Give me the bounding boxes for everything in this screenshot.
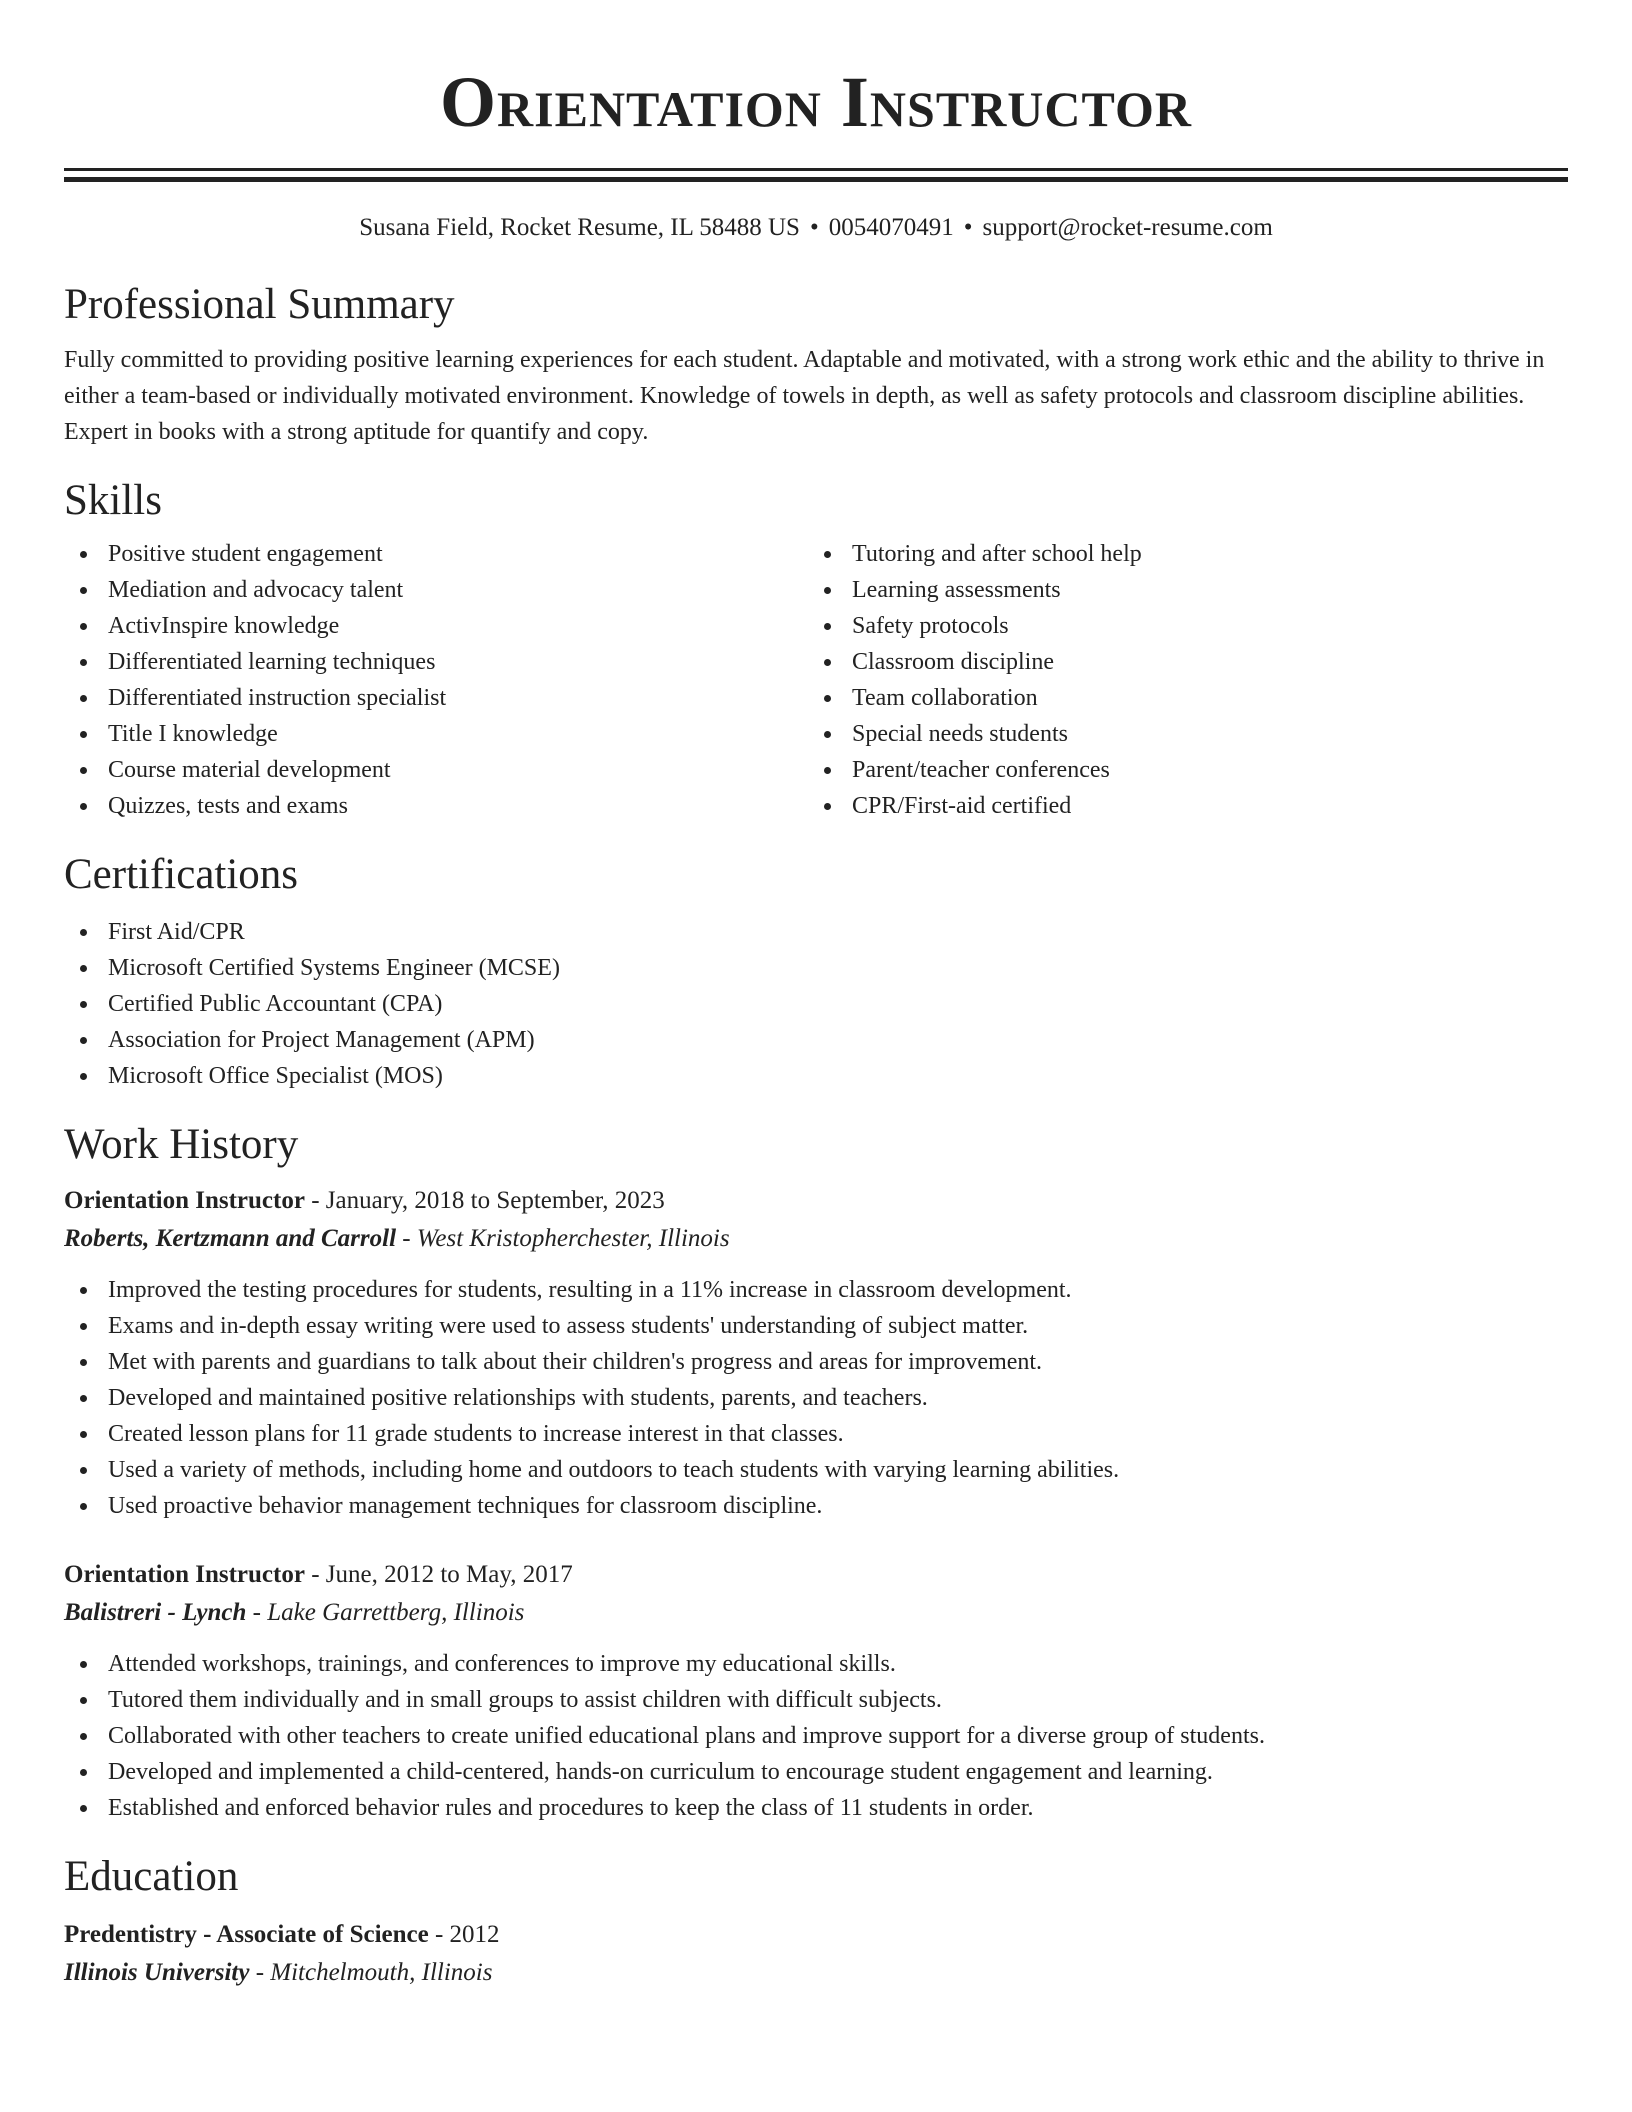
bullet-icon — [824, 659, 831, 666]
skill-label: Title I knowledge — [108, 721, 278, 747]
job-location: - Lake Garrettberg, Illinois — [246, 1599, 525, 1626]
skill-item — [64, 788, 808, 824]
bullet-icon — [824, 803, 831, 810]
bullet-icon — [80, 1001, 87, 1008]
skill-label: Course material development — [108, 757, 391, 783]
job-duty-item — [64, 1416, 1568, 1452]
contact-line — [64, 212, 1568, 244]
bullet-icon — [824, 767, 831, 774]
bullet-icon — [824, 587, 831, 594]
job-duty-text: Tutored them individually and in small groups to assist children with difficult subjects. — [108, 1687, 942, 1713]
bullet-icon — [80, 1037, 87, 1044]
summary-text: Fully committed to providing positive learning experiences for each student. Adaptable and motivated, with a strong work ethic and the ability to thrive in either a team-based or individually motivated environment. Knowledge of towels in depth, as well as safety protocols and classroom discipline abilities. Expert in books with a strong aptitude for quantify and copy. — [64, 347, 1545, 445]
certifications-list — [64, 914, 1568, 1094]
skill-item — [808, 608, 1552, 644]
resume-title: Orientation Instructor — [440, 62, 1192, 142]
bullet-icon — [80, 1661, 87, 1668]
skill-item — [808, 572, 1552, 608]
skill-item — [64, 680, 808, 716]
education-section — [64, 1852, 1568, 1992]
skill-label: Differentiated learning techniques — [108, 649, 436, 675]
job-duty-item — [64, 1754, 1568, 1790]
job-duty-item — [64, 1488, 1568, 1524]
education-school: Illinois University — [64, 1959, 250, 1986]
bullet-icon — [80, 965, 87, 972]
contact-address: Susana Field, Rocket Resume, IL 58488 US — [359, 214, 800, 241]
bullet-icon — [80, 929, 87, 936]
certification-item — [64, 950, 1568, 986]
certification-item — [64, 1058, 1568, 1094]
skill-label: ActivInspire knowledge — [108, 613, 340, 639]
job-duty-item — [64, 1790, 1568, 1826]
education-entry — [64, 1916, 1568, 1992]
job-duty-item — [64, 1344, 1568, 1380]
bullet-icon — [80, 695, 87, 702]
job-company: Balistreri - Lynch — [64, 1599, 247, 1626]
certification-label: Certified Public Accountant (CPA) — [108, 991, 443, 1017]
bullet-icon — [80, 1697, 87, 1704]
education-location: - Mitchelmouth, Illinois — [249, 1959, 493, 1986]
job-duty-item — [64, 1380, 1568, 1416]
bullet-icon — [824, 551, 831, 558]
skill-item — [808, 680, 1552, 716]
job-duty-item — [64, 1452, 1568, 1488]
skill-item — [808, 752, 1552, 788]
job-duty-text: Established and enforced behavior rules and procedures to keep the class of 11 students in order. — [108, 1795, 1034, 1821]
bullet-icon — [80, 1395, 87, 1402]
certification-item — [64, 1022, 1568, 1058]
job-dates: - January, 2018 to September, 2023 — [304, 1187, 665, 1214]
skill-label: CPR/First-aid certified — [852, 793, 1072, 819]
skill-label: Learning assessments — [852, 577, 1061, 603]
certification-label: Microsoft Office Specialist (MOS) — [108, 1063, 443, 1089]
bullet-icon — [80, 1073, 87, 1080]
certifications-section — [64, 850, 1568, 1094]
skill-item — [64, 536, 808, 572]
skill-item — [808, 644, 1552, 680]
bullet-icon — [80, 1323, 87, 1330]
skills-heading: Skills — [64, 477, 162, 524]
skill-label: Safety protocols — [852, 613, 1009, 639]
resume-page — [64, 0, 1568, 1992]
bullet-icon — [80, 767, 87, 774]
bullet-icon — [80, 1359, 87, 1366]
job-duty-item — [64, 1682, 1568, 1718]
bullet-icon — [80, 587, 87, 594]
skills-columns — [64, 536, 1568, 824]
bullet-icon — [80, 731, 87, 738]
job-company: Roberts, Kertzmann and Carroll — [64, 1225, 397, 1252]
skills-list-left — [64, 536, 808, 824]
skill-label: Quizzes, tests and exams — [108, 793, 348, 819]
job-duty-text: Used proactive behavior management techniques for classroom discipline. — [108, 1493, 823, 1519]
title-divider-thick — [64, 177, 1568, 182]
certification-item — [64, 914, 1568, 950]
skill-item — [808, 716, 1552, 752]
job-dates: - June, 2012 to May, 2017 — [304, 1561, 573, 1588]
skill-item — [64, 572, 808, 608]
certifications-heading: Certifications — [64, 851, 299, 898]
skill-label: Parent/teacher conferences — [852, 757, 1110, 783]
job-company-line — [64, 1594, 1568, 1632]
summary-section — [64, 280, 1568, 450]
job-duty-text: Improved the testing procedures for students, resulting in a 11% increase in classroom development. — [108, 1277, 1072, 1303]
education-degree: Predentistry - Associate of Science — [64, 1921, 429, 1948]
bullet-icon — [80, 1287, 87, 1294]
certification-item — [64, 986, 1568, 1022]
skill-label: Special needs students — [852, 721, 1068, 747]
skill-item — [64, 644, 808, 680]
title-divider-thin — [64, 168, 1568, 171]
skill-item — [64, 716, 808, 752]
job-duty-text: Met with parents and guardians to talk about their children's progress and areas for improvement. — [108, 1349, 1043, 1375]
skill-label: Classroom discipline — [852, 649, 1054, 675]
job-duty-text: Collaborated with other teachers to create unified educational plans and improve support for a diverse group of students. — [108, 1723, 1265, 1749]
job-duty-item — [64, 1646, 1568, 1682]
skill-item — [808, 788, 1552, 824]
contact-separator: • — [963, 214, 973, 241]
job-duty-text: Developed and implemented a child-centered, hands-on curriculum to encourage student engagement and learning. — [108, 1759, 1213, 1785]
job-duty-text: Developed and maintained positive relationships with students, parents, and teachers. — [108, 1385, 928, 1411]
job-duty-item — [64, 1308, 1568, 1344]
job-duty-text: Created lesson plans for 11 grade students to increase interest in that classes. — [108, 1421, 844, 1447]
skills-section — [64, 476, 1568, 824]
skill-item — [64, 608, 808, 644]
job-title-line — [64, 1182, 1568, 1220]
job-duties-list — [64, 1646, 1568, 1826]
job-location: - West Kristopherchester, Illinois — [396, 1225, 730, 1252]
job-entry — [64, 1556, 1568, 1826]
skill-label: Differentiated instruction specialist — [108, 685, 447, 711]
certification-label: Association for Project Management (APM) — [108, 1027, 535, 1053]
job-duty-text: Exams and in-depth essay writing were used to assess students' understanding of subject matter. — [108, 1313, 1029, 1339]
bullet-icon — [80, 659, 87, 666]
job-duty-item — [64, 1718, 1568, 1754]
job-company-line — [64, 1220, 1568, 1258]
job-duty-text: Attended workshops, trainings, and conferences to improve my educational skills. — [108, 1651, 896, 1677]
skill-label: Mediation and advocacy talent — [108, 577, 404, 603]
education-heading: Education — [64, 1853, 239, 1900]
bullet-icon — [80, 623, 87, 630]
skills-list-right — [808, 536, 1552, 824]
job-title: Orientation Instructor — [64, 1187, 305, 1214]
work-history-section — [64, 1120, 1568, 1826]
job-title-line — [64, 1556, 1568, 1594]
bullet-icon — [80, 551, 87, 558]
certification-label: First Aid/CPR — [108, 919, 245, 945]
bullet-icon — [80, 1503, 87, 1510]
work-history-heading: Work History — [64, 1121, 299, 1168]
bullet-icon — [824, 623, 831, 630]
bullet-icon — [80, 1431, 87, 1438]
bullet-icon — [80, 1805, 87, 1812]
skill-item — [64, 752, 808, 788]
bullet-icon — [80, 803, 87, 810]
bullet-icon — [80, 1733, 87, 1740]
contact-email[interactable]: support@rocket-resume.com — [982, 214, 1273, 241]
bullet-icon — [80, 1467, 87, 1474]
summary-heading: Professional Summary — [64, 281, 455, 328]
job-duty-item — [64, 1272, 1568, 1308]
job-duties-list — [64, 1272, 1568, 1524]
skill-item — [808, 536, 1552, 572]
bullet-icon — [824, 695, 831, 702]
job-title: Orientation Instructor — [64, 1561, 305, 1588]
bullet-icon — [80, 1769, 87, 1776]
education-degree-line — [64, 1916, 1568, 1954]
contact-separator: • — [809, 214, 819, 241]
contact-phone: 0054070491 — [828, 214, 954, 241]
education-year: - 2012 — [428, 1921, 500, 1948]
certification-label: Microsoft Certified Systems Engineer (MCSE) — [108, 955, 560, 981]
job-duty-text: Used a variety of methods, including home and outdoors to teach students with varying learning abilities. — [108, 1457, 1120, 1483]
education-school-line — [64, 1954, 1568, 1992]
skill-label: Positive student engagement — [108, 541, 383, 567]
job-entry — [64, 1182, 1568, 1524]
bullet-icon — [824, 731, 831, 738]
skill-label: Team collaboration — [852, 685, 1038, 711]
skill-label: Tutoring and after school help — [852, 541, 1142, 567]
